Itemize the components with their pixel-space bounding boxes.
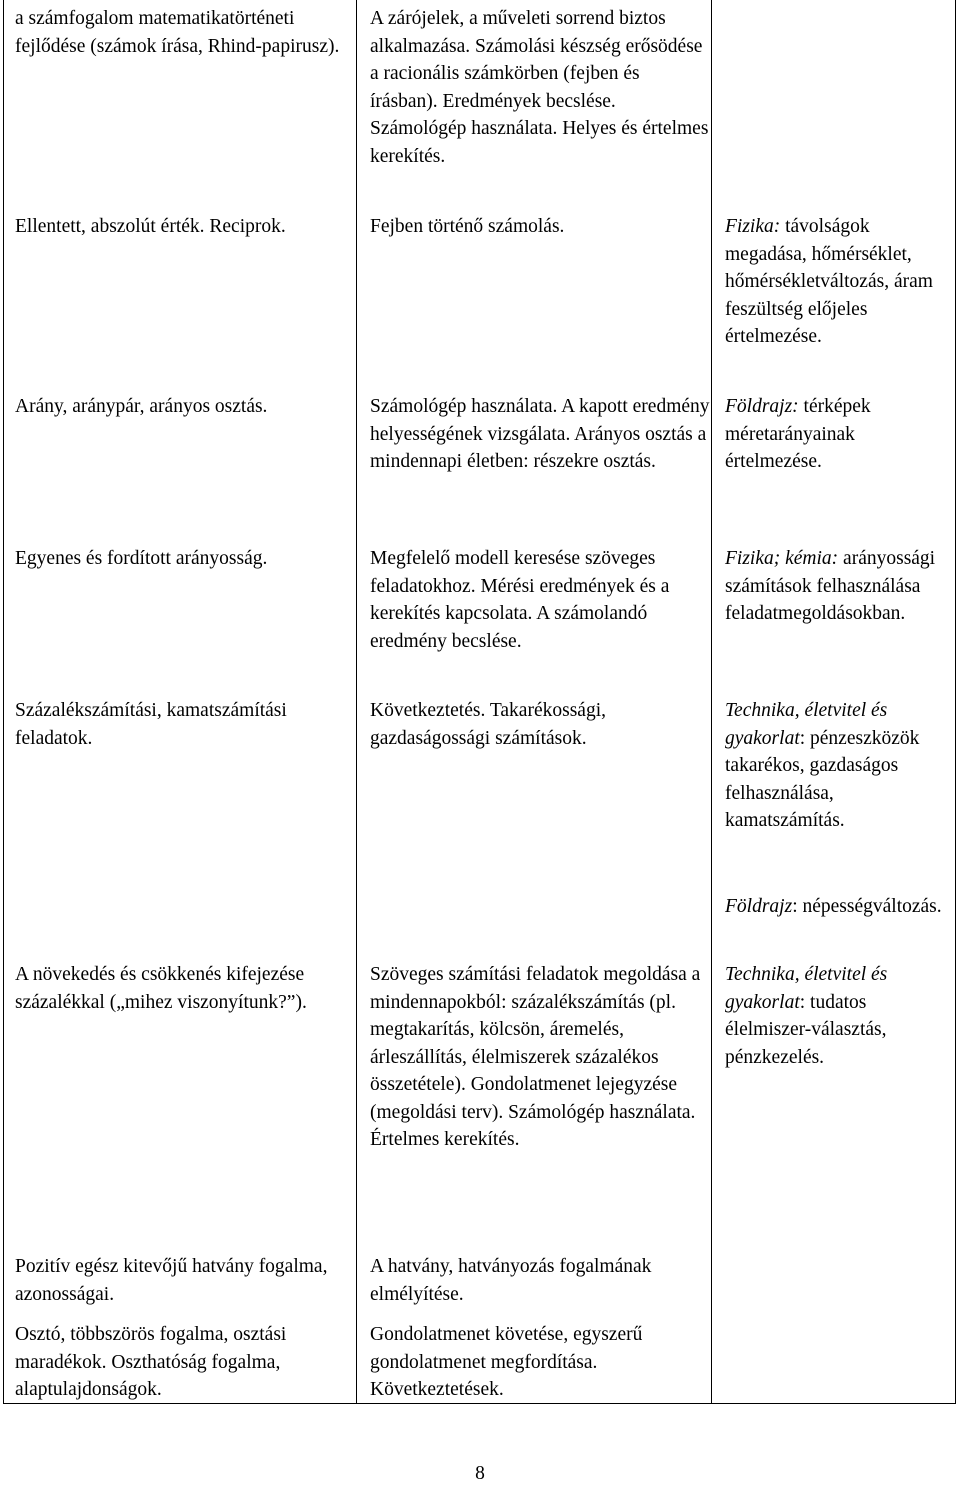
row4-link-subject: Fizika; kémia:: [725, 548, 839, 569]
row2-link-subject: Fizika:: [725, 216, 781, 237]
row3-link: [725, 393, 953, 476]
row3-activity: Számológép használata. A kapott eredmény helyességének vizsgálata. Arányos osztás a mindennapi életben: részekre osztás.: [370, 396, 710, 472]
page-number: 8: [475, 1463, 485, 1484]
column-divider-1: [356, 0, 357, 1404]
row2-link-text: távolságok megadása, hőmérséklet, hőmérsékletváltozás, áram feszültség előjeles értelmezése.: [725, 216, 933, 347]
row4-topic: Egyenes és fordított arányosság.: [15, 548, 268, 569]
row5-link2-subject: Földrajz: [725, 896, 793, 917]
row5-link-2: [725, 893, 953, 921]
row6-link-subject: Technika, életvitel és gyakorlat: [725, 964, 888, 1013]
row6-topic: A növekedés és csökkenés kifejezése százalékkal („mihez viszonyítunk?”).: [15, 964, 307, 1013]
row2-link: [725, 213, 953, 351]
row6-link-text: : tudatos élelmiszer-választás, pénzkezelés.: [725, 991, 887, 1068]
row6-activity: Szöveges számítási feladatok megoldása a mindennapokból: százalékszámítás (pl. megtakarítás, kölcsön, áremelés, árleszállítás, élelmiszerek százalékos összetétele). Gondolatmenet lejegyzése (megoldási terv). Számológép használata. Értelmes kerekítés.: [370, 964, 701, 1150]
row2-activity: Fejben történő számolás.: [370, 216, 565, 237]
row3-link-text: térképek méretarányainak értelmezése.: [725, 396, 871, 472]
row3-link-subject: Földrajz:: [725, 396, 799, 417]
row5-link-text: : pénzeszközök takarékos, gazdaságos felhasználása, kamatszámítás.: [725, 727, 920, 831]
row6-link: [725, 961, 953, 1071]
row7-topic: Pozitív egész kitevőjű hatvány fogalma, azonosságai.: [15, 1256, 328, 1305]
row5-topic: Százalékszámítási, kamatszámítási feladatok.: [15, 700, 287, 749]
row8-activity: Gondolatmenet követése, egyszerű gondolatmenet megfordítása. Következtetések.: [370, 1324, 643, 1400]
row5-link-subject: Technika, életvitel és gyakorlat: [725, 700, 888, 749]
row4-activity: Megfelelő modell keresése szöveges feladatokhoz. Mérési eredmények és a kerekítés kapcsolata. A számolandó eredmény becslése.: [370, 548, 670, 652]
row4-link: [725, 545, 953, 628]
row5-link2-text: : népességváltozás.: [792, 896, 942, 917]
row1-activity: A zárójelek, a műveleti sorrend biztos alkalmazása. Számolási készség erősödése a racionális számkörben (fejben és írásban). Eredmények becslése. Számológép használata. Helyes és értelmes kerekítés.: [370, 8, 709, 167]
row7-activity: A hatvány, hatványozás fogalmának elmélyítése.: [370, 1256, 652, 1305]
column-divider-2: [711, 0, 712, 1404]
row5-link: [725, 697, 953, 835]
row2-topic: Ellentett, abszolút érték. Reciprok.: [15, 216, 286, 237]
row3-topic: Arány, aránypár, arányos osztás.: [15, 396, 268, 417]
row1-topic: a számfogalom matematikatörténeti fejlődése (számok írása, Rhind-papirusz).: [15, 8, 340, 57]
row8-topic: Osztó, többszörös fogalma, osztási maradékok. Oszthatóság fogalma, alaptulajdonságok.: [15, 1324, 287, 1400]
row4-link-text: arányossági számítások felhasználása feladatmegoldásokban.: [725, 548, 936, 624]
row5-activity: Következtetés. Takarékossági, gazdaságossági számítások.: [370, 700, 606, 749]
